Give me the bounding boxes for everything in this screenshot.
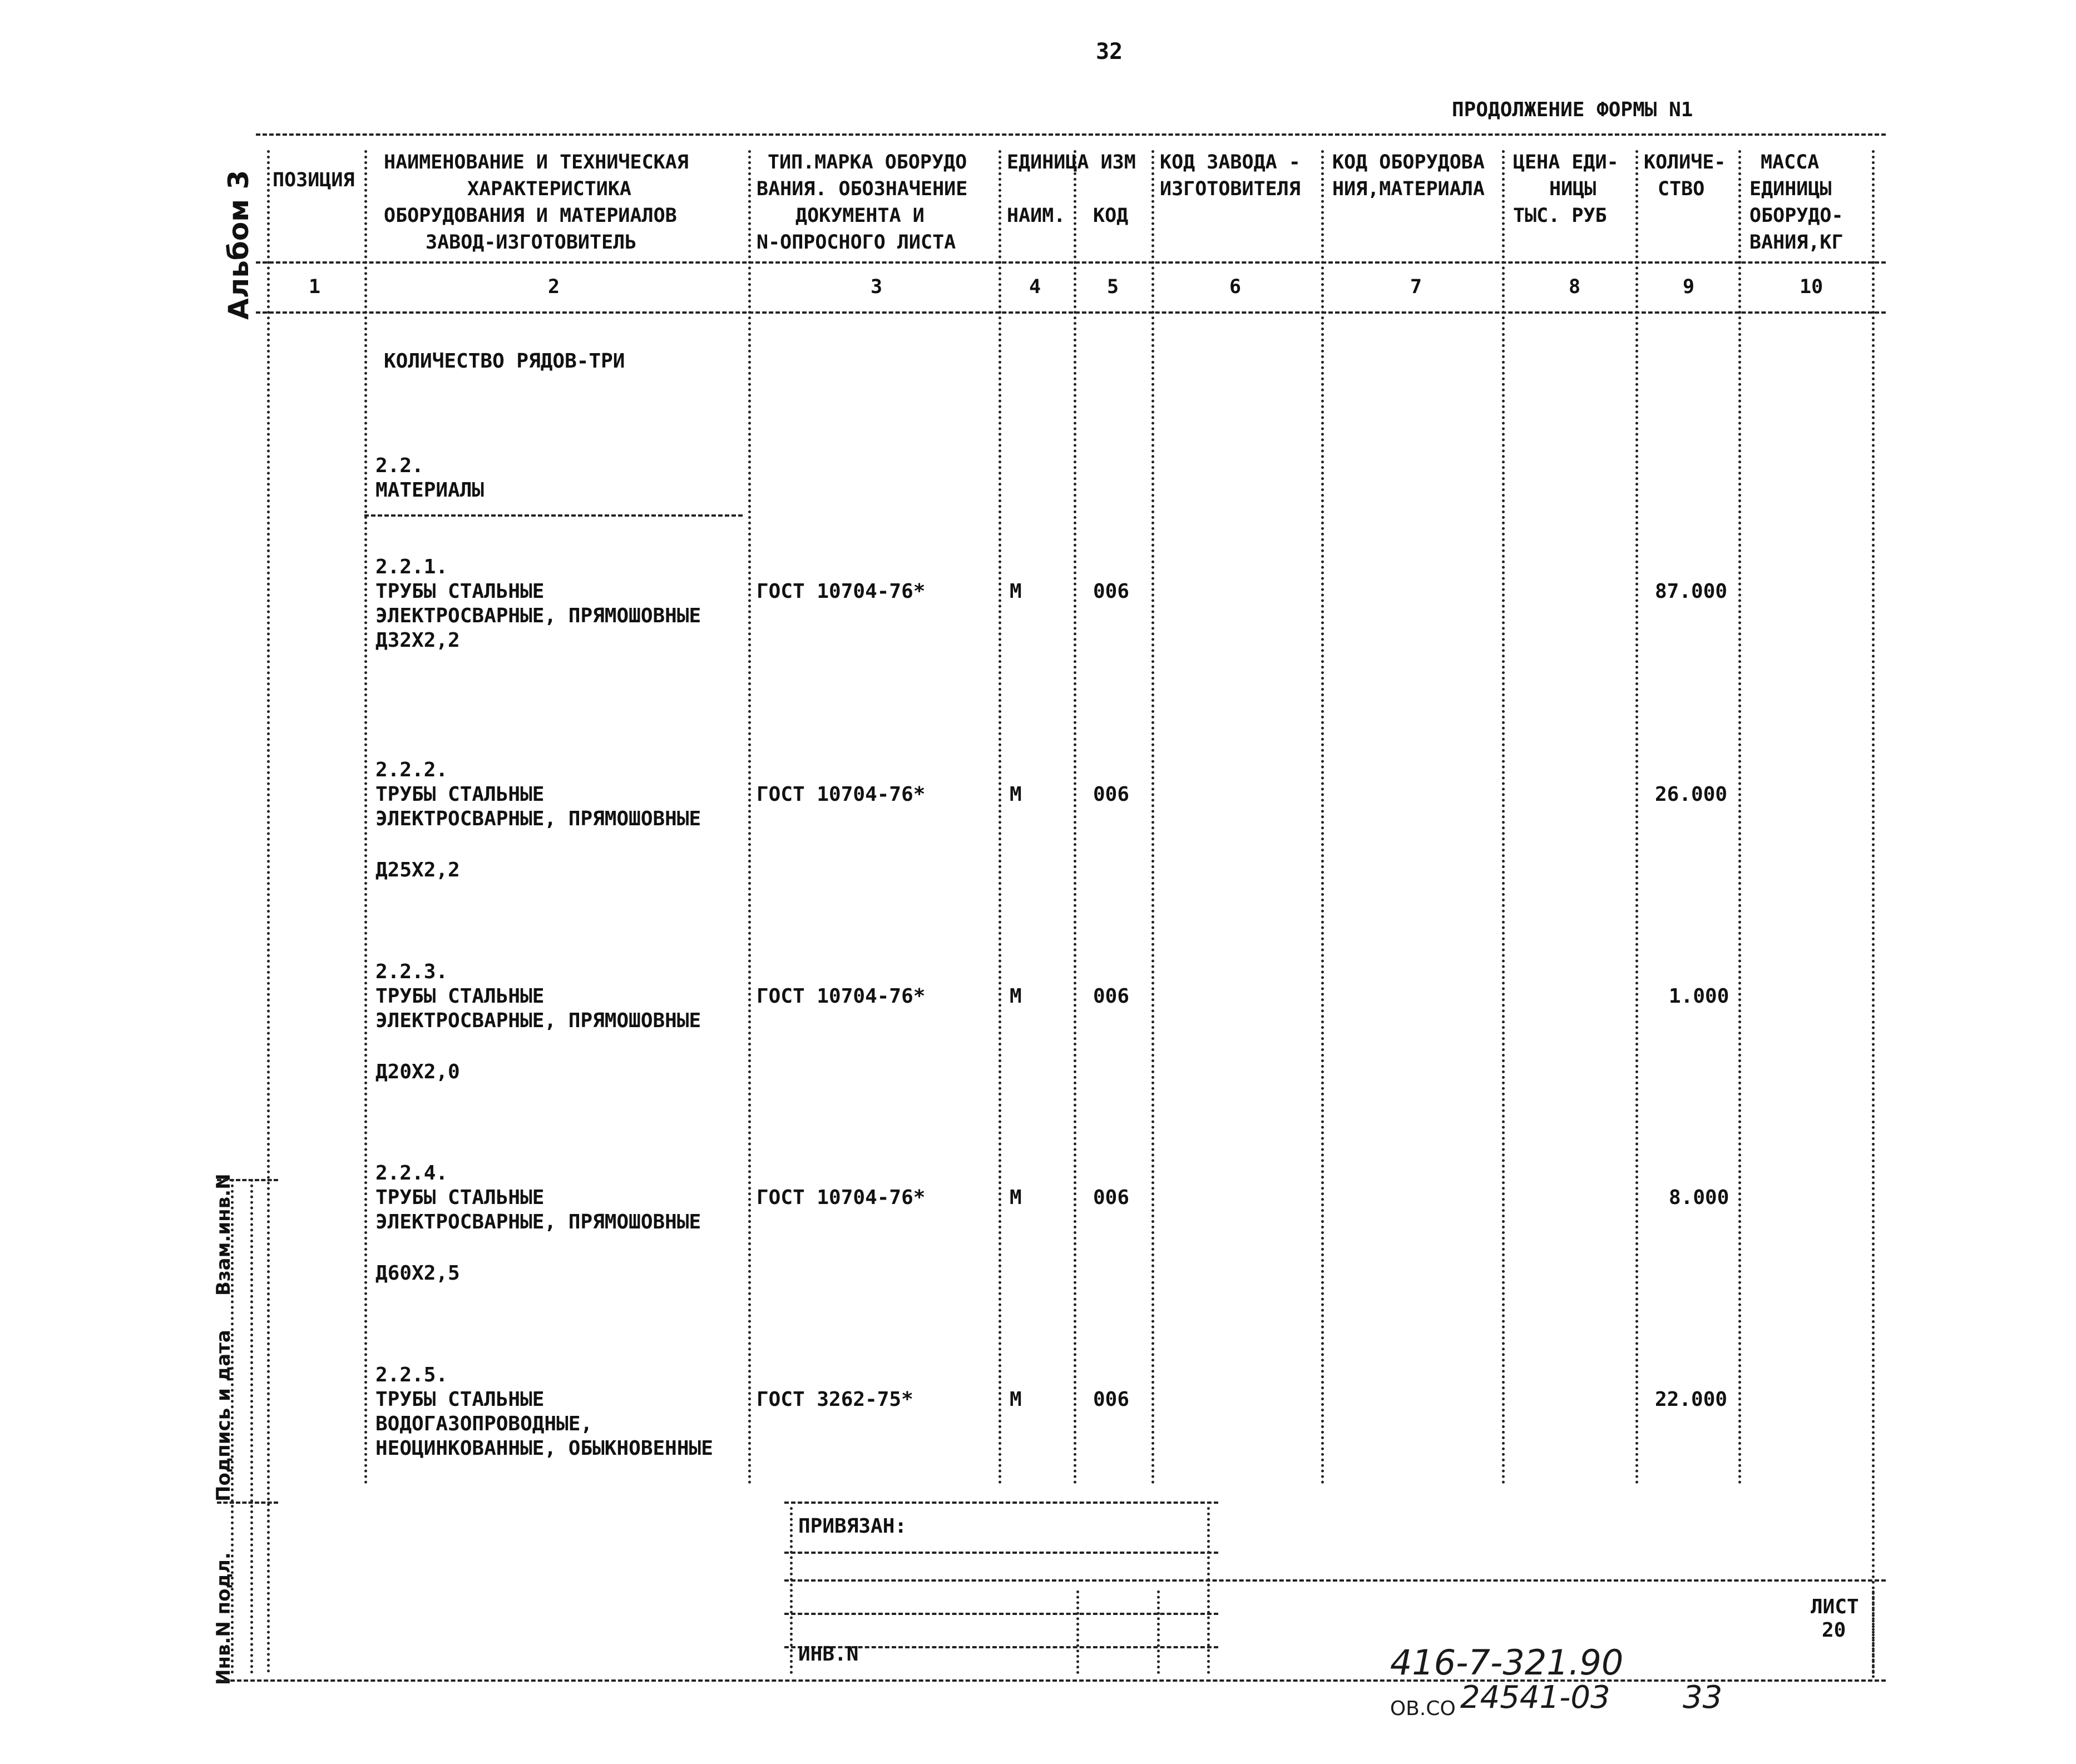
rule-stamp-3 (784, 1579, 1886, 1582)
col-num-9: 9 (1683, 276, 1695, 298)
item-unit: М (1010, 985, 1022, 1008)
rule-top (256, 133, 1886, 136)
header-type-4: N-ОПРОСНОГО ЛИСТА (757, 231, 956, 254)
item-line1: ТРУБЫ СТАЛЬНЫЕ (375, 580, 545, 603)
header-unit: ЕДИНИЦА ИЗМ (1007, 151, 1136, 174)
header-price-2: НИЦЫ (1549, 178, 1596, 200)
col-sep-5 (1151, 150, 1154, 1485)
item-gost: ГОСТ 10704-76* (757, 1186, 926, 1209)
header-name-1: НАИМЕНОВАНИЕ И ТЕХНИЧЕСКАЯ (384, 151, 689, 174)
item-line2: ЭЛЕКТРОСВАРНЫЕ, ПРЯМОШОВНЫЕ (375, 1009, 701, 1032)
col-sep-10 (1872, 150, 1875, 1679)
continuation-title: ПРОДОЛЖЕНИЕ ФОРМЫ N1 (1452, 98, 1693, 121)
col-sep-8 (1635, 150, 1638, 1485)
header-mass-2: ЕДИНИЦЫ (1749, 178, 1832, 200)
header-price-1: ЦЕНА ЕДИ- (1513, 151, 1619, 174)
item-qty: 8.000 (1669, 1186, 1729, 1209)
item-qty: 22.000 (1655, 1388, 1728, 1411)
header-unit-name: НАИМ. (1007, 205, 1066, 227)
item-size: Д60Х2,5 (375, 1262, 460, 1285)
header-type-1: ТИП.МАРКА ОБОРУДО (768, 151, 967, 174)
col-sep-3 (999, 150, 1001, 1485)
header-name-3: ОБОРУДОВАНИЯ И МАТЕРИАЛОВ (384, 205, 677, 227)
list-number: 20 (1822, 1619, 1846, 1642)
rule-section (364, 514, 743, 517)
header-qty-2: СТВО (1658, 178, 1705, 200)
rule-bottom (217, 1679, 1886, 1682)
header-qty-1: КОЛИЧЕ- (1644, 151, 1726, 174)
item-gost: ГОСТ 10704-76* (757, 985, 926, 1008)
header-name-2: ХАРАКТЕРИСТИКА (467, 178, 632, 200)
item-size: Д32Х2,2 (375, 629, 460, 652)
col-num-5: 5 (1107, 276, 1119, 298)
stamp-privyazan: ПРИВЯЗАН: (798, 1515, 907, 1538)
header-factory-1: КОД ЗАВОДА - (1160, 151, 1301, 174)
item-unit: М (1010, 783, 1022, 806)
col-sep-4 (1074, 150, 1076, 1485)
item-qty: 1.000 (1669, 985, 1729, 1008)
page-number: 32 (1096, 39, 1123, 65)
header-type-3: ДОКУМЕНТА И (795, 205, 925, 227)
item-gost: ГОСТ 3262-75* (757, 1388, 913, 1411)
section-number: 2.2. (375, 454, 424, 477)
header-name-4: ЗАВОД-ИЗГОТОВИТЕЛЬ (426, 231, 637, 254)
item-line1: ТРУБЫ СТАЛЬНЫЕ (375, 783, 545, 806)
item-qty: 26.000 (1655, 783, 1728, 806)
item-line1: ТРУБЫ СТАЛЬНЫЕ (375, 1186, 545, 1209)
item-code: 006 (1093, 1186, 1130, 1209)
stamp-vzam-inv: Взам.инв.N (212, 1173, 235, 1296)
rows-count: КОЛИЧЕСТВО РЯДОВ-ТРИ (384, 350, 625, 373)
col-num-3: 3 (871, 276, 883, 298)
section-name: МАТЕРИАЛЫ (375, 479, 485, 502)
item-gost: ГОСТ 10704-76* (757, 783, 926, 806)
stamp-sep-e (1872, 1590, 1875, 1674)
item-line2: ЭЛЕКТРОСВАРНЫЕ, ПРЯМОШОВНЫЕ (375, 604, 701, 627)
item-line2: ВОДОГАЗОПРОВОДНЫЕ, (375, 1413, 593, 1435)
col-sep-0 (267, 150, 270, 1674)
bottom-page: 33 (1683, 1679, 1723, 1716)
item-line2: ЭЛЕКТРОСВАРНЫЕ, ПРЯМОШОВНЫЕ (375, 807, 701, 830)
header-factory-2: ИЗГОТОВИТЕЛЯ (1160, 178, 1301, 200)
album-label: Альбом 3 (223, 170, 255, 320)
item-qty: 87.000 (1655, 580, 1728, 603)
rule-numbers (256, 311, 1886, 314)
item-line1: ТРУБЫ СТАЛЬНЫЕ (375, 985, 545, 1008)
col-num-8: 8 (1569, 276, 1581, 298)
item-number: 2.2.5. (375, 1364, 448, 1386)
item-size: Д25Х2,2 (375, 859, 460, 881)
stamp-sep-c (1076, 1590, 1079, 1674)
header-unit-code: КОД (1093, 205, 1129, 227)
item-number: 2.2.1. (375, 556, 448, 578)
item-number: 2.2.3. (375, 960, 448, 983)
item-unit: М (1010, 580, 1022, 603)
item-code: 006 (1093, 985, 1130, 1008)
list-label: ЛИСТ (1811, 1595, 1859, 1618)
stamp-sep-d (1157, 1590, 1160, 1674)
item-line1: ТРУБЫ СТАЛЬНЫЕ (375, 1388, 545, 1411)
item-number: 2.2.2. (375, 759, 448, 781)
item-line3: НЕОЦИНКОВАННЫЕ, ОБЫКНОВЕННЫЕ (375, 1437, 713, 1460)
col-num-7: 7 (1410, 276, 1422, 298)
rule-stamp-2 (784, 1552, 1218, 1554)
header-mass-3: ОБОРУДО- (1749, 205, 1843, 227)
item-line2: ЭЛЕКТРОСВАРНЫЕ, ПРЯМОШОВНЫЕ (375, 1211, 701, 1233)
bottom-code: 24541-03 (1460, 1679, 1610, 1716)
col-sep-7 (1502, 150, 1505, 1485)
col-num-1: 1 (309, 276, 321, 298)
doc-code-suffix: ОВ.СО (1390, 1697, 1456, 1720)
col-num-4: 4 (1029, 276, 1041, 298)
side-sep-2 (250, 1179, 253, 1674)
doc-code-main: 416-7-321.90 (1390, 1642, 1624, 1683)
stamp-inv: ИНВ.N (798, 1643, 859, 1666)
col-num-10: 10 (1800, 276, 1823, 298)
col-sep-1 (364, 150, 367, 1485)
col-num-6: 6 (1229, 276, 1242, 298)
item-code: 006 (1093, 783, 1130, 806)
stamp-podpis-data: Подпись и дата (212, 1330, 235, 1502)
header-type-2: ВАНИЯ. ОБОЗНАЧЕНИЕ (757, 178, 968, 200)
col-sep-9 (1738, 150, 1741, 1485)
stamp-sep-b (1207, 1507, 1210, 1674)
rule-stamp-1 (784, 1502, 1218, 1504)
header-pos: ПОЗИЦИЯ (273, 169, 355, 191)
item-size: Д20Х2,0 (375, 1061, 460, 1083)
header-equip-2: НИЯ,МАТЕРИАЛА (1332, 178, 1485, 200)
header-mass-1: МАССА (1761, 151, 1820, 174)
rule-header (256, 261, 1886, 264)
item-unit: М (1010, 1186, 1022, 1209)
item-unit: М (1010, 1388, 1022, 1411)
col-num-2: 2 (548, 276, 560, 298)
item-number: 2.2.4. (375, 1162, 448, 1185)
item-code: 006 (1093, 1388, 1130, 1411)
item-code: 006 (1093, 580, 1130, 603)
header-price-3: ТЫС. РУБ (1513, 205, 1607, 227)
side-sep-1 (231, 1179, 234, 1674)
item-gost: ГОСТ 10704-76* (757, 580, 926, 603)
col-sep-6 (1321, 150, 1324, 1485)
stamp-inv-podl: Инв.N подл. (212, 1552, 235, 1685)
rule-stamp-4 (784, 1613, 1218, 1615)
header-equip-1: КОД ОБОРУДОВА (1332, 151, 1485, 174)
col-sep-2 (748, 150, 751, 1485)
stamp-sep-a (790, 1507, 793, 1674)
header-mass-4: ВАНИЯ,КГ (1749, 231, 1843, 254)
